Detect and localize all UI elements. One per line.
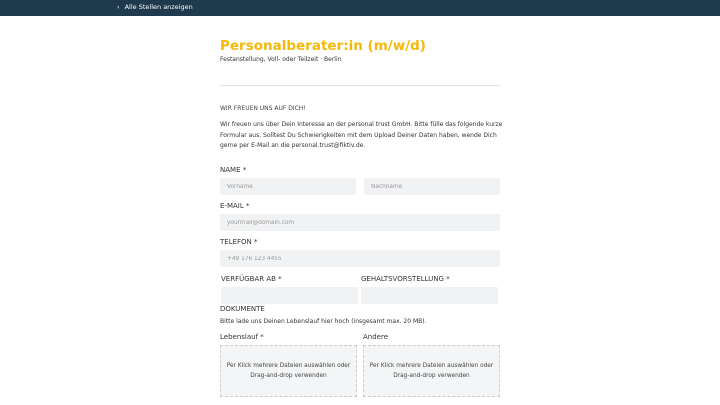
drop-text: Per Klick mehrere Dateien auswählen oder	[226, 363, 351, 369]
job-subtitle: Festanstellung, Voll- oder Teilzeit · Berlin	[220, 56, 342, 63]
other-dropzone[interactable]	[363, 345, 500, 397]
email-label: E-MAIL *	[220, 202, 250, 210]
drop-text: Per Klick mehrere Dateien auswählen oder	[369, 363, 494, 369]
salary-input[interactable]	[361, 287, 498, 304]
drop-text: Drag-and-drop verwenden	[393, 373, 470, 379]
documents-label: DOKUMENTE	[220, 305, 265, 313]
job-title: Personalberater:in (m/w/d)	[220, 38, 426, 54]
name-label: NAME *	[220, 166, 247, 174]
documents-hint: Bitte lade uns Deinen Lebenslauf hier hoch (insgesamt max. 20 MB).	[220, 318, 427, 325]
first-name-input[interactable]	[220, 178, 356, 195]
drop-text: Drag-and-drop verwenden	[250, 373, 327, 379]
email-input[interactable]	[220, 214, 500, 231]
back-label: Alle Stellen anzeigen	[124, 3, 193, 11]
salary-label: GEHALTSVORSTELLUNG *	[361, 275, 450, 283]
available-input[interactable]	[221, 287, 358, 304]
top-bar	[0, 0, 720, 16]
back-link[interactable]	[117, 3, 193, 11]
last-name-input[interactable]	[364, 178, 500, 195]
intro-text: Wir freuen uns über Dein Interesse an der personal trust GmbH. Bitte fülle das folgende kurze Formular aus. Solltest Du Schwierigkeiten mit dem Upload Deiner Daten haben, wende Dich gerne per E-Mail an die personal.trust@fiktiv.de.	[220, 121, 503, 149]
cv-dropzone[interactable]	[220, 345, 357, 397]
divider	[220, 85, 500, 86]
other-label: Andere	[363, 333, 389, 341]
intro-heading: WIR FREUEN UNS AUF DICH!	[220, 105, 306, 112]
phone-input[interactable]	[220, 250, 500, 267]
phone-label: TELEFON *	[220, 238, 258, 246]
available-label: VERFÜGBAR AB *	[221, 275, 282, 283]
chevron-left-icon: ‹	[117, 3, 120, 11]
cv-label: Lebenslauf *	[220, 333, 264, 341]
